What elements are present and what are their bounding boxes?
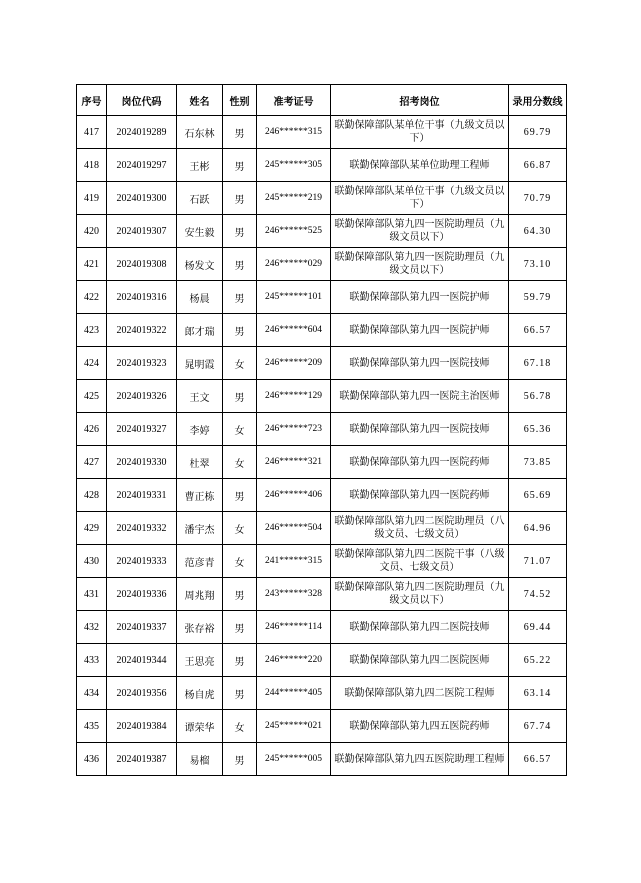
table-row: [77, 611, 567, 644]
exam-number-cell: 245******305: [257, 149, 331, 182]
gender-cell: 男: [223, 215, 257, 248]
table-row: [77, 743, 567, 776]
table-row: [77, 479, 567, 512]
score-cell: 64.96: [509, 512, 567, 545]
exam-number-cell: 244******405: [257, 677, 331, 710]
score-cell: 65.22: [509, 644, 567, 677]
exam-number-cell: 241******315: [257, 545, 331, 578]
header-gender: 性别: [223, 85, 257, 116]
header-recruitment-position: 招考岗位: [331, 85, 509, 116]
gender-cell: 男: [223, 182, 257, 215]
recruitment-score-table: [76, 84, 567, 776]
recruitment-position-cell: 联勤保障部队第九四二医院工程师: [331, 677, 509, 710]
score-cell: 73.10: [509, 248, 567, 281]
score-cell: 66.57: [509, 743, 567, 776]
table-row: [77, 182, 567, 215]
seq-cell: 433: [77, 644, 107, 677]
table-row: [77, 149, 567, 182]
table-row: [77, 347, 567, 380]
position-code-cell: 2024019333: [107, 545, 177, 578]
position-code-cell: 2024019323: [107, 347, 177, 380]
seq-cell: 432: [77, 611, 107, 644]
position-code-cell: 2024019300: [107, 182, 177, 215]
score-cell: 67.18: [509, 347, 567, 380]
name-cell: 王彬: [177, 149, 223, 182]
position-code-cell: 2024019387: [107, 743, 177, 776]
exam-number-cell: 246******723: [257, 413, 331, 446]
seq-cell: 421: [77, 248, 107, 281]
header-name: 姓名: [177, 85, 223, 116]
recruitment-position-cell: 联勤保障部队第九四二医院助理员（八级文员、七级文员）: [331, 512, 509, 545]
recruitment-position-cell: 联勤保障部队第九四一医院技师: [331, 413, 509, 446]
gender-cell: 男: [223, 314, 257, 347]
recruitment-position-cell: 联勤保障部队第九四五医院助理工程师: [331, 743, 509, 776]
name-cell: 晁明霞: [177, 347, 223, 380]
position-code-cell: 2024019337: [107, 611, 177, 644]
header-exam-number: 准考证号: [257, 85, 331, 116]
gender-cell: 男: [223, 479, 257, 512]
exam-number-cell: 245******219: [257, 182, 331, 215]
recruitment-position-cell: 联勤保障部队第九四一医院技师: [331, 347, 509, 380]
score-cell: 67.74: [509, 710, 567, 743]
score-cell: 69.44: [509, 611, 567, 644]
table-header-row: [77, 85, 567, 116]
seq-cell: 418: [77, 149, 107, 182]
recruitment-position-cell: 联勤保障部队第九四一医院护师: [331, 281, 509, 314]
table-row: [77, 644, 567, 677]
header-position-code: 岗位代码: [107, 85, 177, 116]
gender-cell: 男: [223, 281, 257, 314]
score-cell: 65.69: [509, 479, 567, 512]
score-cell: 63.14: [509, 677, 567, 710]
exam-number-cell: 246******406: [257, 479, 331, 512]
recruitment-position-cell: 联勤保障部队第九四二医院技师: [331, 611, 509, 644]
recruitment-position-cell: 联勤保障部队第九四一医院药师: [331, 479, 509, 512]
gender-cell: 女: [223, 710, 257, 743]
position-code-cell: 2024019332: [107, 512, 177, 545]
seq-cell: 436: [77, 743, 107, 776]
exam-number-cell: 246******315: [257, 116, 331, 149]
position-code-cell: 2024019297: [107, 149, 177, 182]
gender-cell: 男: [223, 677, 257, 710]
recruitment-position-cell: 联勤保障部队某单位助理工程师: [331, 149, 509, 182]
score-cell: 70.79: [509, 182, 567, 215]
seq-cell: 434: [77, 677, 107, 710]
exam-number-cell: 246******029: [257, 248, 331, 281]
position-code-cell: 2024019344: [107, 644, 177, 677]
gender-cell: 男: [223, 248, 257, 281]
name-cell: 潘宇杰: [177, 512, 223, 545]
score-cell: 59.79: [509, 281, 567, 314]
recruitment-position-cell: 联勤保障部队第九四一医院护师: [331, 314, 509, 347]
name-cell: 易榴: [177, 743, 223, 776]
name-cell: 杨晨: [177, 281, 223, 314]
score-cell: 71.07: [509, 545, 567, 578]
recruitment-position-cell: 联勤保障部队第九四一医院药师: [331, 446, 509, 479]
name-cell: 谭荣华: [177, 710, 223, 743]
seq-cell: 430: [77, 545, 107, 578]
seq-cell: 419: [77, 182, 107, 215]
table-row: [77, 545, 567, 578]
name-cell: 郎才瑞: [177, 314, 223, 347]
recruitment-position-cell: 联勤保障部队第九四二医院助理员（九级文员以下）: [331, 578, 509, 611]
position-code-cell: 2024019330: [107, 446, 177, 479]
name-cell: 范彦青: [177, 545, 223, 578]
exam-number-cell: 246******321: [257, 446, 331, 479]
exam-number-cell: 243******328: [257, 578, 331, 611]
name-cell: 曹正栋: [177, 479, 223, 512]
position-code-cell: 2024019307: [107, 215, 177, 248]
seq-cell: 425: [77, 380, 107, 413]
recruitment-position-cell: 联勤保障部队第九四二医院医师: [331, 644, 509, 677]
score-cell: 65.36: [509, 413, 567, 446]
recruitment-position-cell: 联勤保障部队某单位干事（九级文员以下）: [331, 182, 509, 215]
table-row: [77, 380, 567, 413]
position-code-cell: 2024019316: [107, 281, 177, 314]
exam-number-cell: 246******114: [257, 611, 331, 644]
gender-cell: 男: [223, 578, 257, 611]
gender-cell: 男: [223, 149, 257, 182]
name-cell: 张存裕: [177, 611, 223, 644]
seq-cell: 417: [77, 116, 107, 149]
table-row: [77, 677, 567, 710]
score-cell: 69.79: [509, 116, 567, 149]
score-cell: 73.85: [509, 446, 567, 479]
gender-cell: 女: [223, 446, 257, 479]
recruitment-position-cell: 联勤保障部队第九四一医院助理员（九级文员以下）: [331, 215, 509, 248]
exam-number-cell: 245******101: [257, 281, 331, 314]
table-row: [77, 215, 567, 248]
position-code-cell: 2024019384: [107, 710, 177, 743]
seq-cell: 429: [77, 512, 107, 545]
seq-cell: 424: [77, 347, 107, 380]
seq-cell: 428: [77, 479, 107, 512]
position-code-cell: 2024019327: [107, 413, 177, 446]
name-cell: 王文: [177, 380, 223, 413]
position-code-cell: 2024019308: [107, 248, 177, 281]
position-code-cell: 2024019326: [107, 380, 177, 413]
recruitment-position-cell: 联勤保障部队某单位干事（九级文员以下）: [331, 116, 509, 149]
position-code-cell: 2024019336: [107, 578, 177, 611]
position-code-cell: 2024019322: [107, 314, 177, 347]
score-cell: 74.52: [509, 578, 567, 611]
header-score: 录用分数线: [509, 85, 567, 116]
seq-cell: 431: [77, 578, 107, 611]
exam-number-cell: 246******504: [257, 512, 331, 545]
name-cell: 杜翠: [177, 446, 223, 479]
seq-cell: 420: [77, 215, 107, 248]
gender-cell: 男: [223, 743, 257, 776]
gender-cell: 女: [223, 545, 257, 578]
table-row: [77, 248, 567, 281]
position-code-cell: 2024019356: [107, 677, 177, 710]
name-cell: 石跃: [177, 182, 223, 215]
recruitment-position-cell: 联勤保障部队第九四二医院干事（八级文员、七级文员）: [331, 545, 509, 578]
seq-cell: 423: [77, 314, 107, 347]
gender-cell: 男: [223, 644, 257, 677]
table-row: [77, 446, 567, 479]
name-cell: 李婷: [177, 413, 223, 446]
gender-cell: 男: [223, 380, 257, 413]
exam-number-cell: 246******220: [257, 644, 331, 677]
table-row: [77, 413, 567, 446]
position-code-cell: 2024019331: [107, 479, 177, 512]
score-cell: 66.57: [509, 314, 567, 347]
header-seq: 序号: [77, 85, 107, 116]
table-row: [77, 578, 567, 611]
recruitment-position-cell: 联勤保障部队第九四一医院主治医师: [331, 380, 509, 413]
exam-number-cell: 246******604: [257, 314, 331, 347]
seq-cell: 422: [77, 281, 107, 314]
exam-number-cell: 245******021: [257, 710, 331, 743]
name-cell: 安生毅: [177, 215, 223, 248]
exam-number-cell: 245******005: [257, 743, 331, 776]
name-cell: 杨发文: [177, 248, 223, 281]
seq-cell: 426: [77, 413, 107, 446]
score-cell: 56.78: [509, 380, 567, 413]
table-row: [77, 116, 567, 149]
score-cell: 64.30: [509, 215, 567, 248]
name-cell: 杨自虎: [177, 677, 223, 710]
gender-cell: 男: [223, 611, 257, 644]
name-cell: 王思亮: [177, 644, 223, 677]
gender-cell: 女: [223, 347, 257, 380]
exam-number-cell: 246******209: [257, 347, 331, 380]
exam-number-cell: 246******525: [257, 215, 331, 248]
gender-cell: 女: [223, 413, 257, 446]
name-cell: 石东林: [177, 116, 223, 149]
table-row: [77, 512, 567, 545]
table-row: [77, 710, 567, 743]
seq-cell: 435: [77, 710, 107, 743]
gender-cell: 男: [223, 116, 257, 149]
score-cell: 66.87: [509, 149, 567, 182]
recruitment-position-cell: 联勤保障部队第九四一医院助理员（九级文员以下）: [331, 248, 509, 281]
gender-cell: 女: [223, 512, 257, 545]
recruitment-position-cell: 联勤保障部队第九四五医院药师: [331, 710, 509, 743]
seq-cell: 427: [77, 446, 107, 479]
table-row: [77, 281, 567, 314]
exam-number-cell: 246******129: [257, 380, 331, 413]
position-code-cell: 2024019289: [107, 116, 177, 149]
table-row: [77, 314, 567, 347]
name-cell: 周兆翔: [177, 578, 223, 611]
